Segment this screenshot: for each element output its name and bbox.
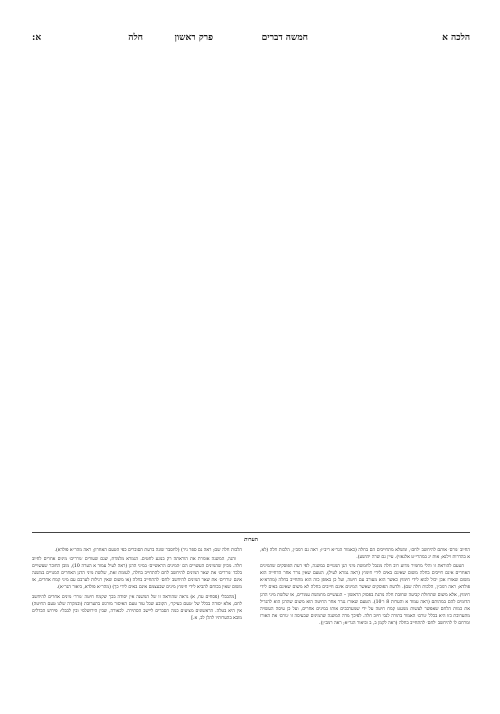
header-chapter: פרק ראשון bbox=[174, 33, 213, 43]
header-tractate: חלה bbox=[128, 33, 143, 43]
header-page-number: א: bbox=[32, 33, 42, 43]
running-header bbox=[32, 32, 470, 48]
header-halakha: הלכה א bbox=[442, 33, 470, 43]
note-paragraph: הטעם להוראת זו והלי מחמיר מדוע רוב חלה מוגבל לחמשת מיני הגן המנויים במשנה, לפי דעת הפוסקים שהמינים האחרים אינם חייבים בחלה משום שאינם באים לידי חימוץ (ראה גמרא לעיל), הטעם שאין גורר אחר הדחייה הוא משום שאורז אכן יכול לבוא לידי חימוץ כאשר הוא מעורב עם חיטה, ועל כן באופן כזה הוא מתחייב בחלה (מהרא״א פולדא; ראה רמב״ן, הלכות חלה שם). ולדעת הפוסקים שאשר המינים אינם חייבים בחלה לא משום שאינם באים לידי חימוץ, אלא משום שתחולת קביעה שחובת חלה נוהגת בפסוק הראשון – הנעשיים מחמשת עמורים, או שלשת מיני הדגן הדומים להם במהותם (ראה עמוד א והערות 8 ו־10). הטעם שאורז נגרר אחר החיטה הוא משום שהדגן הוא להגדיל את כמות הלחם שאפשר לעשות ממעט קמח חיטה על ידי שמערבבים אותו במינים אחרים, ועל כן עיסה העשויה מתערובת כזו היא בכלל ׳גורם׳ האמור בתורה לגבי חיוב חלה. לפיכך מדה המשנה שהמינים שבעיסה זו ׳גורם׳ את האורז ומרחם לו להיחשב ׳לחם׳ להתחייב בחלה (ראה לקמן ב, ב וביאור הגר״א; ראה רמב״ן). bbox=[260, 564, 470, 626]
notes-title: הערות bbox=[244, 537, 258, 543]
note-paragraph: [מהבבלי (פסחים עח, א) נראה שהוראה זו של המשנה אין יסודה בכך שקמח חיטה ׳גורר׳ מינים אחרים להיחשב לחם, אלא יסודה בכלל של ׳טעם כעיקר׳, הקובע שכל עוד טעם האיסור מורגש בתערובת (ובמקרה שלנו טעם החיטה) אין היא בטלה. הראשונים מציעים כמה הסברים ליישב הסתירה. לכאורה, שבין הירושלמי ובין לבבלי: פירוש הבדלים מובא בהערותיו להלן לב, א.] bbox=[32, 594, 242, 621]
note-paragraph: הלכות חלה שם; ראה גם ספר ניר) (לחסבר שונה ברעת הסוברים כפי הטעם האחרון; ראה מהר״א פולדא). bbox=[54, 548, 242, 553]
note-paragraph: החיוב ׳גורם׳ אותם להיחשב ׳לחם׳, ומשלא מתחייבים הם בחלה (כאמור הגר״א ריב״ז; ראה גם רמב״ן, הלכות חלה (לא, א בהדרות וילנא; אות יג במהרי״ט אלגאזי). עיין גם שרה יהושע). bbox=[260, 548, 470, 561]
notes-column-right bbox=[260, 547, 470, 707]
notes-column-left bbox=[32, 547, 242, 707]
header-work-title: חמשה דברים bbox=[261, 33, 308, 43]
notes-divider bbox=[32, 532, 470, 533]
note-paragraph: והנה, המשנה אומרת את הוראתה רק בנוגע לחטים. הגמרא מלמדת, שגם שעורים ׳גוררים׳ מינים אחרים לחיוב חלה. מכיון שהמינים העשויים הם ׳המינים הראשיים׳ במיני הדגן (ראה לעיל עמוד א הערה 10), מובן החובר שעשויים בלבד ׳גוררים׳ את שאר המינים להיחשב לחם להתחייב בחלה, לעומת זאת, שלשת מיני הדגן האחרים המנויים במשנה אינם ׳גוררים׳ את שאר המינים להיחשב ׳לחם׳ להתחייב בחלה (או משום שאין רגילות לערבם עם מיני קמח אחרים, או משום שאין בכוחם להביא לידי חימוץ מינים שבעצמם אינם באים לידי כך) (מהר״א פולדא, ביאור הגר״א). bbox=[32, 557, 242, 591]
